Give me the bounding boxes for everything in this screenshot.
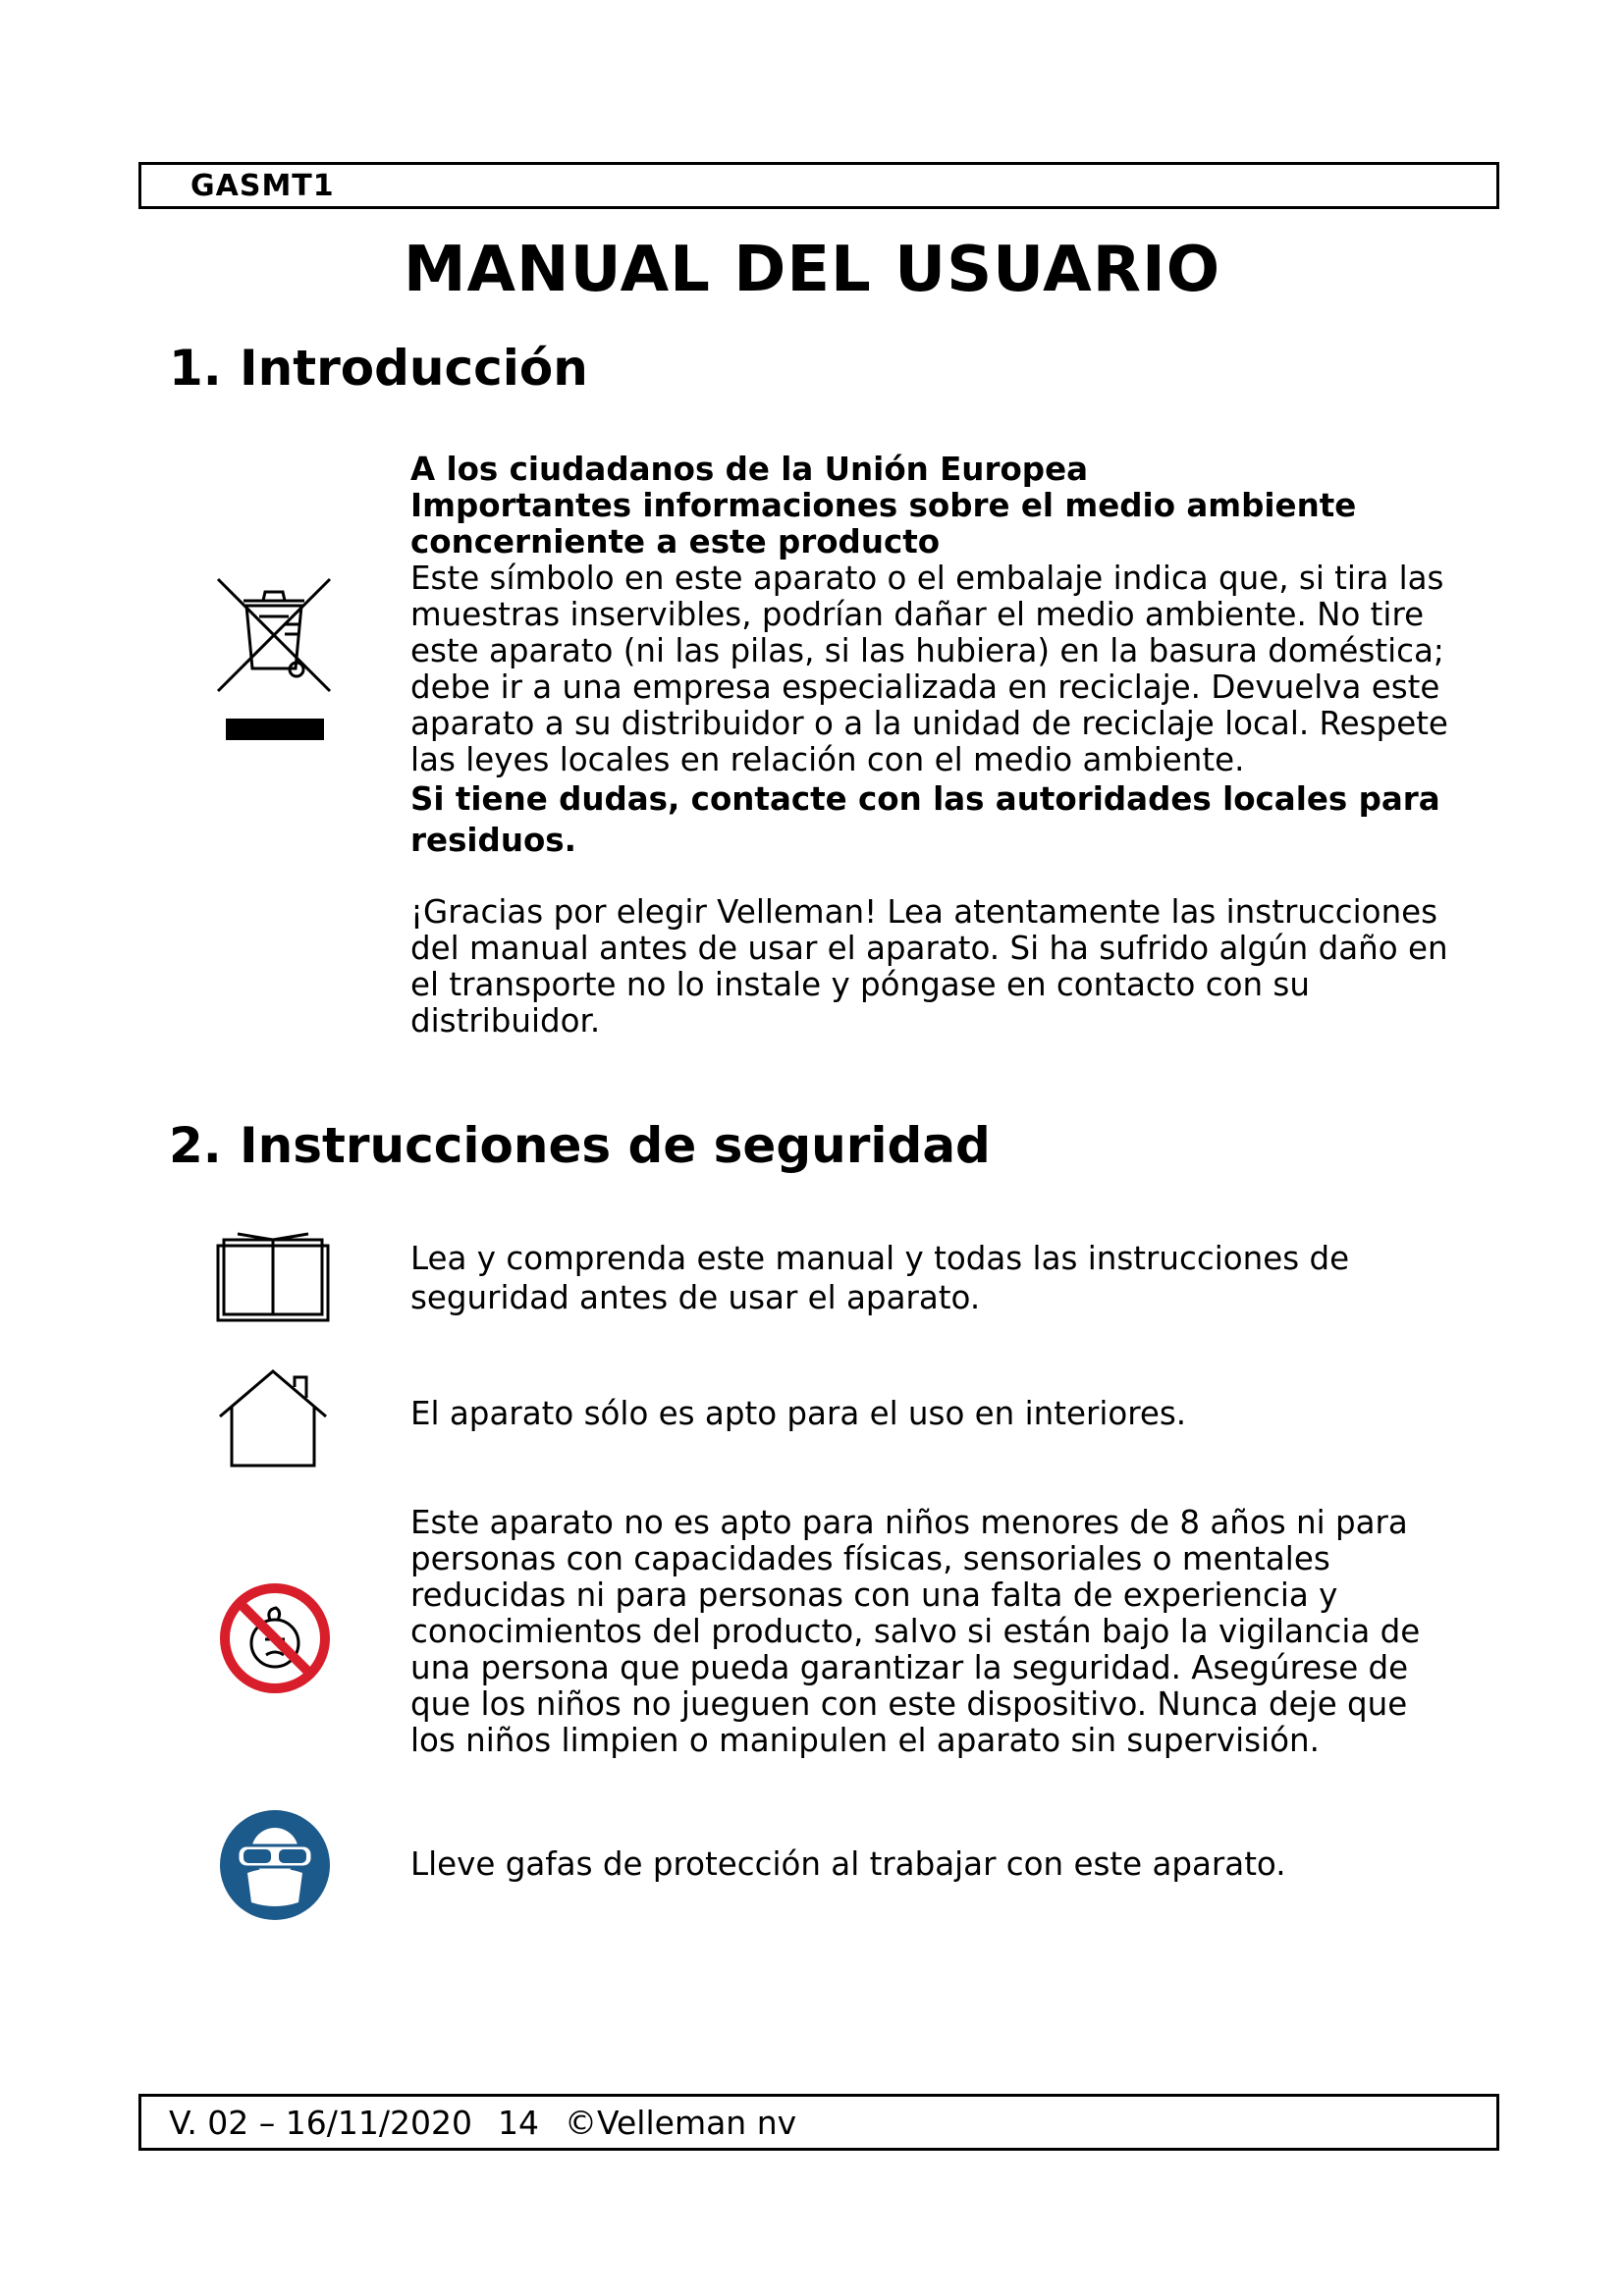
header-bar (138, 162, 1499, 209)
section-heading-introduction (169, 340, 588, 397)
section-title: Instrucciones de seguridad (240, 1117, 991, 1174)
section-heading-safety (169, 1117, 991, 1174)
doubts-text: Si tiene dudas, contacte con las autoridades locales para residuos. (410, 780, 1440, 859)
environment-heading: Importantes informaciones sobre el medio ambiente concerniente a este producto (410, 487, 1357, 561)
footer-version: V. 02 – 16/11/2020 (169, 2103, 472, 2142)
section-title: Introducción (240, 340, 588, 397)
safety-text-read-manual: Lea y comprenda este manual y todas las instrucciones de seguridad antes de usar el aparato. (410, 1240, 1350, 1316)
safety-text-goggles: Lleve gafas de protección al trabajar con este aparato. (410, 1845, 1286, 1883)
environment-text: Este símbolo en este aparato o el embalaje indica que, si tira las muestras inservibles, podrían dañar el medio ambiente. No tire este aparato (ni las pilas, si las hubiera) en la basura doméstica; debe ir a una empresa especializada en reciclaje. Devuelva este aparato a su distribuidor o a la unidad de reciclaje local. Respete las leyes locales en relación con el medio ambiente. (410, 560, 1448, 778)
indoor-use-icon (216, 1367, 330, 1469)
thanks-text: ¡Gracias por elegir Velleman! Lea atentamente las instrucciones del manual antes de usar el aparato. Si ha sufrido algún daño en el transporte no lo instale y póngase en contacto con su distribuidor. (410, 893, 1448, 1040)
read-manual-icon (214, 1232, 332, 1324)
section-number: 2. (169, 1117, 222, 1174)
weee-bin-icon (214, 575, 338, 748)
footer-page-number: 14 (497, 2103, 539, 2142)
page-title: MANUAL DEL USUARIO (403, 234, 1221, 306)
safety-text-children: Este aparato no es apto para niños menores de 8 años ni para personas con capacidades físicas, sensoriales o mentales reducidas ni para personas con una falta de experiencia y conocimientos del producto, salvo si están bajo la vigilancia de una persona que pueda garantizar la seguridad. Asegúrese de que los niños no jueguen con este dispositivo. Nunca deje que los niños limpien o manipulen el aparato sin supervisión. (410, 1504, 1421, 1759)
footer-copyright: ©Velleman nv (564, 2103, 797, 2142)
footer-bar (138, 2094, 1499, 2151)
intro-text-block (410, 452, 1451, 1040)
eu-citizens-heading: A los ciudadanos de la Unión Europea (410, 451, 1089, 488)
safety-goggles-icon (218, 1808, 332, 1922)
no-children-icon (219, 1582, 331, 1694)
safety-text-indoor: El aparato sólo es apto para el uso en interiores. (410, 1395, 1187, 1432)
section-number: 1. (169, 340, 222, 397)
model-code: GASMT1 (190, 168, 335, 203)
